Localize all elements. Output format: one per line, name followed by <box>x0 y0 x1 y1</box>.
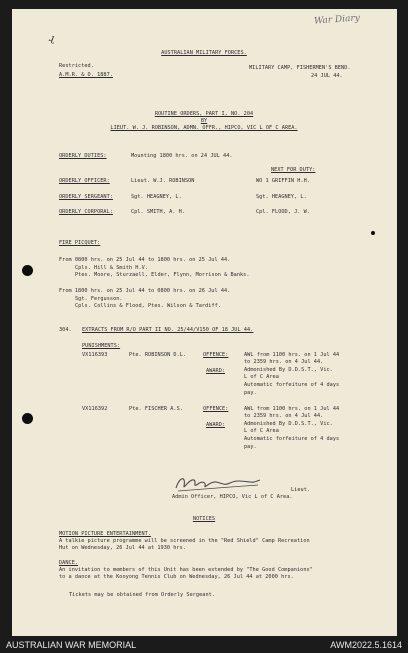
soldier-name: Pte. FISCHER A.S. <box>129 406 183 412</box>
footer-institution: AUSTRALIAN WAR MEMORIAL <box>6 640 137 650</box>
duty-role: ORDERLY SERGEANT: <box>59 194 113 200</box>
award-line: L of C Area <box>244 374 279 380</box>
footer-accession-number: AWM2022.5.1614 <box>330 640 402 650</box>
margin-mark: ɻ <box>48 32 56 45</box>
picquet-shift-1-corporals: Cpls. Hill & Smith H.V. <box>75 265 148 271</box>
motion-picture-label: MOTION PICTURE ENTERTAINMENT. <box>59 531 152 537</box>
offence-label: OFFENCE: <box>203 352 229 358</box>
duty-current: Sgt. HEAGNEY, L. <box>131 194 182 200</box>
picquet-shift-2-members: Cpls. Collins & Flood, Ptes. Wilson & Tardiff. <box>75 303 221 309</box>
extracts-heading: EXTRACTS FROM R/O PART II NO. 25/44/V150 OF 18 JUL 44. <box>82 327 254 333</box>
award-line: pay. <box>244 390 257 396</box>
picquet-shift-1-privates: Ptes. Moore, Sturzaell, Elder, Flynn, Morrison & Banks. <box>75 272 250 278</box>
extracts-number: 304. <box>59 327 72 333</box>
punch-hole <box>22 413 33 424</box>
picquet-shift-2-sergeant: Sgt. Fergusson. <box>75 296 123 302</box>
reference-label: A.M.R. & O. 1887. <box>59 72 113 78</box>
header-title: AUSTRALIAN MILITARY FORCES. <box>161 50 247 56</box>
offence-label: OFFENCE: <box>203 406 229 412</box>
award-line: Admonished By D.D.S.T., Vic. <box>244 421 333 427</box>
offence-line: to 2359 hrs. on 4 Jul 44. <box>244 359 324 365</box>
dance-line: An invitation to members of this Unit has been extended by "The Good Companions" <box>59 567 313 573</box>
offence-line: to 2359 hrs. on 4 Jul 44. <box>244 413 324 419</box>
award-line: Automatic forfeiture of 4 days <box>244 436 340 442</box>
punch-hole <box>22 265 33 276</box>
service-number: VX116393 <box>82 352 108 358</box>
tickets-line: Tickets may be obtained from Orderly Sergeant. <box>69 592 215 598</box>
duty-role: ORDERLY CORPORAL: <box>59 209 113 215</box>
next-for-duty-label: NEXT FOR DUTY: <box>271 167 316 173</box>
fire-picquet-label: FIRE PICQUET: <box>59 240 101 246</box>
award-line: pay. <box>244 444 257 450</box>
orderly-duties-text: Mounting 1800 hrs. on 24 JUL 44. <box>131 153 233 159</box>
header-date: 24 JUL 44. <box>311 73 343 79</box>
offence-line: AWL from 1100 hrs. on 1 Jul 44 <box>244 406 340 412</box>
picquet-shift-1-time: From 0800 hrs. on 25 Jul 44 to 1800 hrs. on 25 Jul 44. <box>59 257 231 263</box>
duty-current: Cpl. SMITH, A. H. <box>131 209 185 215</box>
notices-heading: NOTICES <box>192 516 216 522</box>
orders-title: ROUTINE ORDERS, PART I, NO. 204 <box>154 111 254 117</box>
award-line: Automatic forfeiture of 4 days <box>244 382 340 388</box>
punch-hole <box>371 231 375 235</box>
signature-rank: Lieut. <box>291 487 311 493</box>
duty-role: ORDERLY OFFICER: <box>59 178 110 184</box>
orders-author: LIEUT. W. J. ROBINSON, ADMN. OFFR., HIPCO, VIC L OF C AREA. <box>110 125 298 131</box>
award-label: AWARD: <box>206 422 226 428</box>
duty-next: Sgt. HEAGNEY, L. <box>256 194 307 200</box>
punishments-label: PUNISHMENTS: <box>82 343 121 349</box>
duty-next: WO 1 GRIFFIN H.H. <box>256 178 310 184</box>
orderly-duties-label: ORDERLY DUTIES: <box>59 153 107 159</box>
orders-by: BY <box>200 118 208 124</box>
motion-picture-line: Hut on Wednesday, 26 Jul 44 at 1930 hrs. <box>59 545 186 551</box>
motion-picture-line: A talkie picture programme will be screened in the "Red Shield" Camp Recreation <box>59 538 310 544</box>
offence-line: AWL from 1100 hrs. on 1 Jul 44 <box>244 352 340 358</box>
dance-label: DANCE. <box>59 560 79 566</box>
award-line: Admonished By D.D.S.T., Vic. <box>244 367 333 373</box>
picquet-shift-2-time: From 1800 hrs. on 25 Jul 44 to 0800 hrs. on 26 Jul 44. <box>59 288 231 294</box>
award-label: AWARD: <box>206 368 226 374</box>
signature-scrawl <box>172 472 262 494</box>
signature-title: Admin Officer, HIPCO, Vic L of C Area. <box>172 494 293 500</box>
service-number: VX116392 <box>82 406 108 412</box>
camp-location: MILITARY CAMP, FISHERMEN'S BEND. <box>249 65 351 71</box>
war-diary-annotation: War Diary <box>313 13 361 27</box>
soldier-name: Pte. ROBINSON D.L. <box>129 352 187 358</box>
award-line: L of C Area <box>244 428 279 434</box>
duty-current: Lieut. W.J. ROBINSON <box>131 178 195 184</box>
restricted-label: Restricted. <box>59 63 94 69</box>
duty-next: Cpl. FLOOD, J. W. <box>256 209 310 215</box>
dance-line: to a dance at the Kooyong Tennis Club on Wednesday, 26 Jul 44 at 2000 hrs. <box>59 574 294 580</box>
